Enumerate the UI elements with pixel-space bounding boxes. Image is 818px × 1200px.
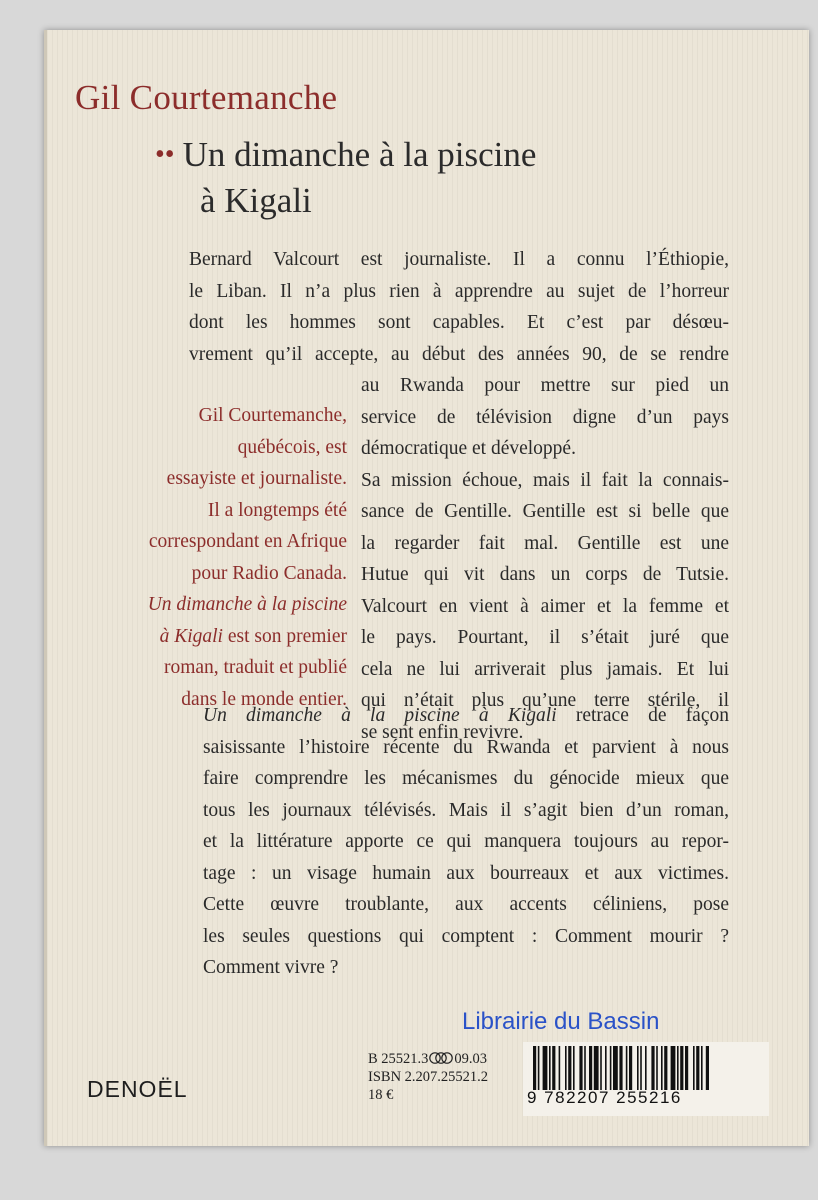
barcode-bar — [693, 1046, 695, 1090]
barcode-bar — [685, 1046, 688, 1090]
bio-line: essayiste et journaliste. — [166, 468, 347, 489]
barcode-bar — [613, 1046, 618, 1090]
blurb-line: la regarder fait mal. Gentille est une — [361, 532, 729, 554]
title-marker-icon: •• — [155, 139, 175, 170]
book-back-cover — [44, 30, 809, 1146]
barcode-bar — [552, 1046, 555, 1090]
title-text-1: Un dimanche à la piscine — [182, 135, 537, 174]
barcode-bar — [656, 1046, 658, 1090]
barcode-bar — [645, 1046, 647, 1090]
book-title — [155, 133, 536, 222]
biblio-block — [368, 1050, 488, 1104]
barcode-bar — [629, 1046, 632, 1090]
blurb-text: retrace de façon — [556, 705, 729, 726]
bookseller-stamp: Librairie du Bassin — [462, 1008, 660, 1035]
barcode-bar — [589, 1046, 592, 1090]
barcode-bar — [559, 1046, 561, 1090]
barcode-bar — [626, 1046, 628, 1090]
blurb-line: Bernard Valcourt est journaliste. Il a connu l’Éthiopie, — [189, 249, 729, 270]
blurb-line: les seules questions qui comptent : Comment mourir ? — [203, 925, 729, 947]
barcode-bar — [680, 1046, 683, 1090]
barcode-bar — [584, 1046, 586, 1090]
barcode-bar — [696, 1046, 699, 1090]
blurb-line: vrement qu’il accepte, au début des années 90, de se rendre — [189, 343, 729, 365]
barcode-bar — [661, 1046, 663, 1090]
bio-line: pour Radio Canada. — [191, 562, 347, 584]
bio-line — [107, 589, 347, 621]
bio-title-italic: Un dimanche à la piscine — [147, 594, 347, 615]
barcode-bar — [619, 1046, 622, 1090]
blurb-line: Valcourt en vient à aimer et la femme et — [361, 595, 729, 617]
blurb-line: Comment vivre ? — [203, 957, 339, 978]
isbn-barcode — [523, 1042, 769, 1116]
barcode-bar — [565, 1046, 567, 1090]
biblio-code-line — [368, 1050, 488, 1068]
barcode-bar — [594, 1046, 599, 1090]
blurb-line: cela ne lui arriverait plus jamais. Et lui — [361, 658, 729, 680]
publisher-logo: DENOËL — [87, 1076, 188, 1102]
biblio-code-b: 09.03 — [454, 1051, 488, 1067]
author-name: Gil Courtemanche — [75, 78, 338, 117]
barcode-bar — [533, 1046, 536, 1090]
barcode-bar — [543, 1046, 548, 1090]
price-line: 18 € — [368, 1087, 394, 1103]
barcode-bar — [573, 1046, 575, 1090]
blurb-paragraph-1 — [189, 244, 729, 370]
barcode-bar — [637, 1046, 639, 1090]
blurb-line: dont les hommes sont capables. Et c’est par désœu- — [189, 312, 729, 333]
barcode-digits: 9 782207 255216 — [527, 1088, 682, 1107]
barcode-bar — [706, 1046, 709, 1090]
barcode-bar — [579, 1046, 582, 1090]
bio-line: dans le monde entier. — [181, 688, 347, 710]
barcode-bar — [677, 1046, 679, 1090]
barcode-bars — [533, 1046, 759, 1090]
blurb-paragraph-2 — [361, 370, 729, 748]
barcode-bar — [651, 1046, 654, 1090]
bio-title-italic: à Kigali — [159, 625, 223, 647]
blurb-line: au Rwanda pour mettre sur pied un — [361, 375, 729, 396]
blurb-line: tage : un visage humain aux bourreaux et aux victimes. — [203, 862, 729, 884]
blurb-line: service de télévision digne d’un pays — [361, 406, 729, 428]
blurb-paragraph-3 — [203, 700, 729, 984]
barcode-bar — [610, 1046, 612, 1090]
title-line-2: à Kigali — [200, 181, 312, 220]
blurb-line: sance de Gentille. Gentille est si belle que — [361, 501, 729, 522]
publisher-emblem-icon — [428, 1051, 454, 1065]
bio-line: roman, traduit et publié — [163, 657, 347, 678]
bio-line: québécois, est — [237, 436, 347, 458]
blurb-line: Cette œuvre troublante, aux accents céliniens, pose — [203, 894, 729, 915]
barcode-bar — [664, 1046, 667, 1090]
barcode-bar — [701, 1046, 703, 1090]
blurb-line: Hutue qui vit dans un corps de Tutsie. — [361, 564, 729, 585]
blurb-line: le Liban. Il n’a plus rien à apprendre au sujet de l’horreur — [189, 280, 729, 302]
barcode-bar — [600, 1046, 602, 1090]
blurb-line: faire comprendre les mécanismes du génocide mieux que — [203, 768, 729, 789]
barcode-bar — [671, 1046, 676, 1090]
barcode-bar — [568, 1046, 571, 1090]
blurb-line: le pays. Pourtant, il s’était juré que — [361, 627, 729, 648]
blurb-line: qui n’était plus qu’une terre stérile, il — [361, 690, 729, 711]
blurb-line: tous les journaux télévisés. Mais il s’agit bien d’un roman, — [203, 799, 729, 821]
blurb-line: Sa mission échoue, mais il fait la connais- — [361, 469, 729, 491]
bio-line: Gil Courtemanche, — [198, 405, 347, 426]
blurb-line — [203, 700, 729, 732]
barcode-bar — [549, 1046, 551, 1090]
barcode-bar — [538, 1046, 540, 1090]
biblio-code-a: B 25521.3 — [368, 1051, 429, 1067]
bio-line: correspondant en Afrique — [148, 531, 347, 552]
barcode-bar — [605, 1046, 607, 1090]
bio-line: Il a longtemps été — [207, 499, 347, 521]
blurb-title-italic: Un dimanche à la piscine à Kigali — [203, 705, 557, 726]
isbn-line: ISBN 2.207.25521.2 — [368, 1069, 489, 1085]
blurb-line: saisissante l’histoire récente du Rwanda et parvient à nous — [203, 736, 729, 758]
author-bio-sidebar — [107, 400, 347, 715]
bio-line — [107, 621, 347, 653]
title-line-1 — [155, 133, 536, 179]
blurb-line: et la littérature apporte ce qui manquera toujours au repor- — [203, 831, 729, 852]
blurb-line: démocratique et développé. — [361, 438, 576, 459]
barcode-bar — [640, 1046, 642, 1090]
blurb-line: se sent enfin revivre. — [361, 721, 524, 743]
bio-text: est son premier — [222, 625, 347, 647]
